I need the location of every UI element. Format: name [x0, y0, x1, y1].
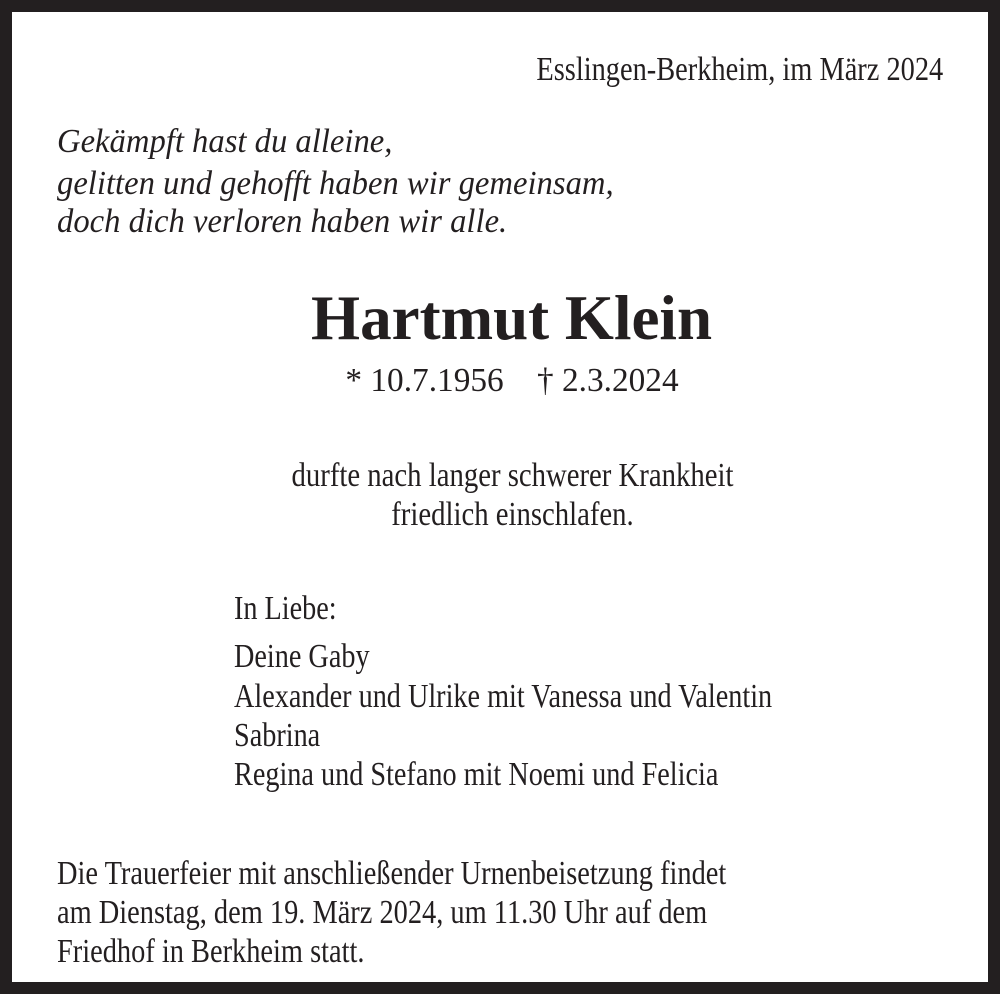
service-line-text: Die Trauerfeier mit anschließender Urnenbeisetzung findet	[57, 855, 727, 892]
life-dates	[12, 364, 1000, 398]
passing-line	[12, 498, 1000, 532]
deceased-name	[12, 282, 1000, 353]
family-member-text: Regina und Stefano mit Noemi und Felicia	[234, 756, 719, 793]
poem-line	[57, 167, 637, 201]
service-line-text: am Dienstag, dem 19. März 2024, um 11.30 Uhr auf dem	[57, 894, 708, 931]
place-and-date	[456, 53, 943, 87]
family-member-text: Sabrina	[234, 717, 321, 754]
death-date: 2.3.2024	[561, 362, 679, 399]
birth-star-icon: *	[345, 362, 363, 399]
birth-date: 10.7.1956	[370, 362, 504, 399]
poem-line	[57, 125, 406, 159]
family-member	[234, 640, 397, 674]
family-intro	[234, 592, 358, 626]
deceased-name-text: Hartmut Klein	[311, 282, 713, 353]
service-line	[57, 857, 859, 891]
service-line-text: Friedhof in Berkheim statt.	[57, 933, 365, 970]
service-line	[57, 896, 836, 930]
poem-line-text: gelitten und gehofft haben wir gemeinsam,	[57, 165, 614, 202]
family-member	[234, 758, 818, 792]
life-dates-inner	[345, 364, 678, 398]
place-and-date-text: Esslingen-Berkheim, im März 2024	[536, 51, 943, 88]
passing-line	[12, 459, 1000, 493]
death-cross-icon: †	[536, 362, 554, 399]
family-intro-text: In Liebe:	[234, 590, 337, 627]
poem-line-text: Gekämpft hast du alleine,	[57, 123, 393, 160]
poem-line-text: doch dich verloren haben wir alle.	[57, 203, 508, 240]
family-member	[234, 719, 338, 753]
passing-line-text: durfte nach langer schwerer Krankheit	[291, 457, 733, 494]
poem-line	[57, 205, 526, 239]
passing-line-text: friedlich einschlafen.	[390, 496, 634, 533]
family-member-text: Alexander und Ulrike mit Vanessa und Valentin	[234, 678, 773, 715]
service-line	[57, 935, 425, 969]
family-member-text: Deine Gaby	[234, 638, 370, 675]
family-member	[234, 680, 882, 714]
